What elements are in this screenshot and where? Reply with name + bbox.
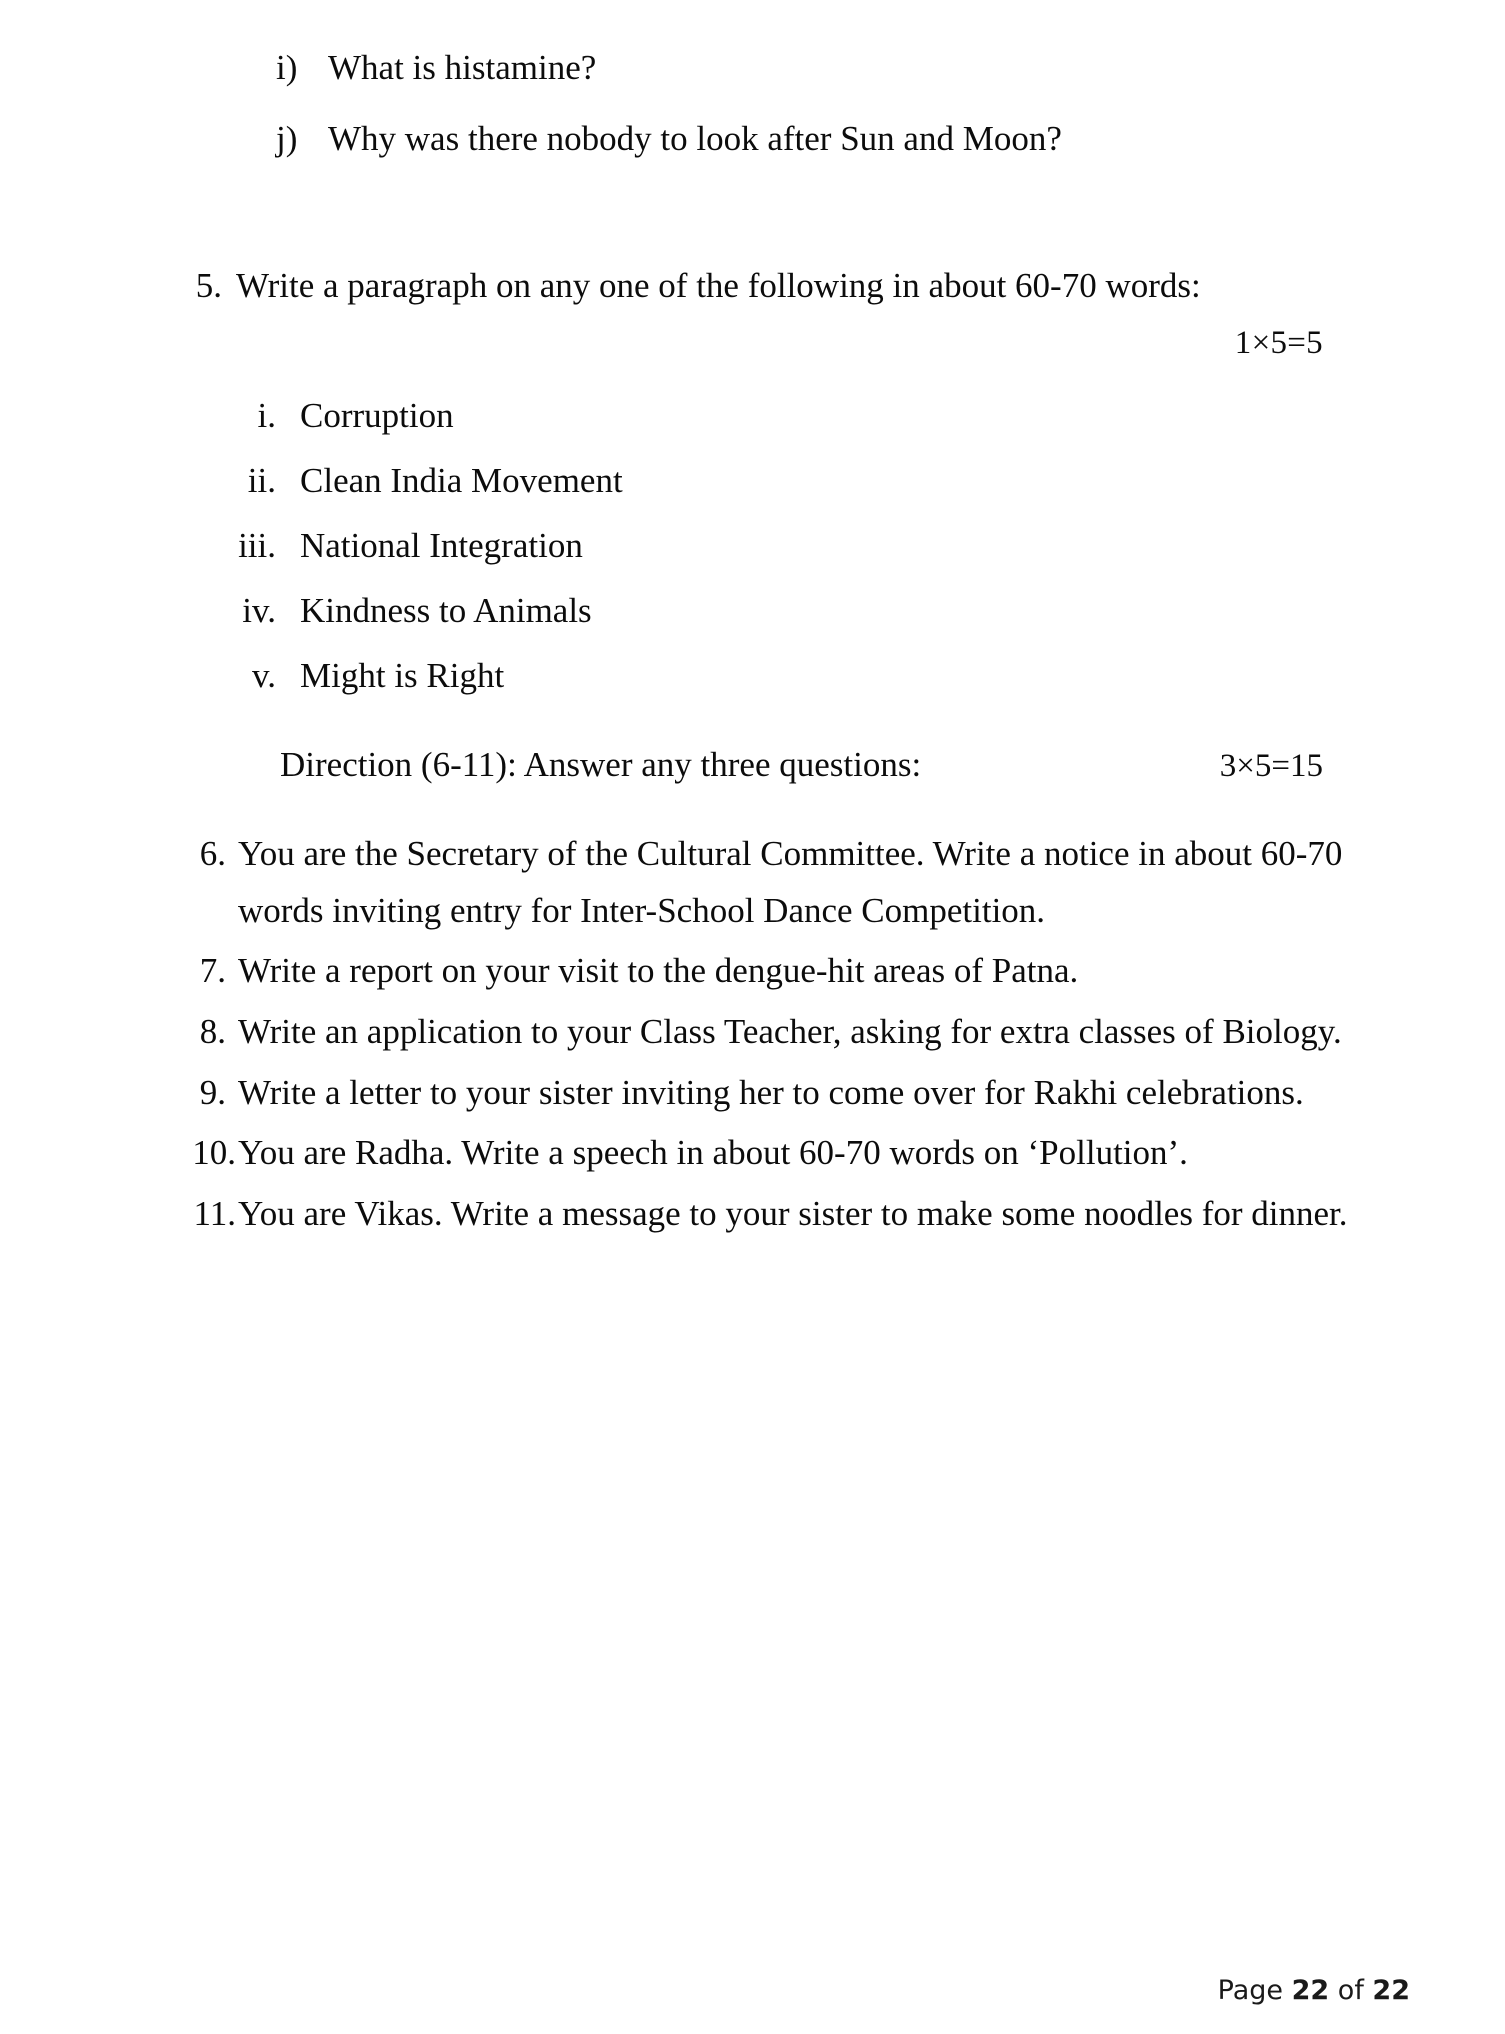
question-5 (184, 258, 1394, 313)
list-item (184, 396, 1184, 461)
question-item (184, 826, 1404, 939)
footer-prefix-label: Page (1217, 1975, 1284, 2006)
question-5-line (184, 258, 1394, 313)
question-item (184, 1004, 1404, 1061)
question-text: Write a letter to your sister inviting her to come over for Rakhi celebrations. (238, 1072, 1304, 1112)
footer-total-pages: 22 (1372, 1975, 1410, 2006)
list-item (184, 591, 1184, 656)
question-text: You are Radha. Write a speech in about 60-70 words on ‘Pollution’. (238, 1133, 1188, 1173)
list-item (184, 656, 1184, 721)
question-item (184, 1125, 1404, 1182)
sub-question-list (276, 46, 1396, 188)
question-5-options (184, 396, 1184, 721)
list-item (184, 461, 1184, 526)
question-number: 7. (199, 951, 226, 991)
option-marker: i. (257, 396, 276, 435)
question-text: Write an application to your Class Teacher, asking for extra classes of Biology. (238, 1012, 1342, 1052)
question-item (184, 1065, 1404, 1122)
option-marker: iii. (238, 526, 276, 565)
list-item (184, 526, 1184, 591)
question-text: You are Vikas. Write a message to your sister to make some noodles for dinner. (238, 1194, 1348, 1234)
footer-current-page: 22 (1291, 1975, 1330, 2006)
footer-middle-label: of (1337, 1975, 1364, 2006)
option-label: Kindness to Animals (300, 591, 592, 630)
option-label: Corruption (300, 396, 454, 435)
page-footer (0, 1975, 1410, 2006)
option-label: Might is Right (300, 656, 505, 695)
question-5-number: 5. (195, 266, 222, 305)
question-5-text: Write a paragraph on any one of the following in about 60-70 words: (236, 266, 1201, 305)
question-number: 11. (193, 1194, 236, 1234)
question-5-marks: 1×5=5 (1234, 325, 1323, 361)
option-marker: ii. (247, 461, 276, 500)
question-number: 9. (199, 1072, 226, 1112)
option-marker: v. (252, 656, 276, 695)
question-text: You are the Secretary of the Cultural Committee. Write a notice in about 60-70 words inviting entry for Inter-School Dance Competition. (238, 834, 1343, 930)
question-number: 6. (199, 834, 226, 873)
sub-question-text: What is histamine? (328, 48, 597, 87)
direction-marks: 3×5=15 (1219, 748, 1323, 784)
list-item (276, 46, 1396, 91)
list-item (276, 117, 1396, 162)
question-item (184, 1186, 1404, 1243)
question-list (184, 826, 1404, 1247)
option-label: Clean India Movement (300, 461, 623, 500)
sub-question-text: Why was there nobody to look after Sun and Moon? (328, 118, 1062, 158)
sub-question-marker: i) (276, 48, 298, 87)
direction-text: Direction (6-11): Answer any three questions: (280, 745, 922, 784)
option-marker: iv. (242, 591, 276, 630)
question-item (184, 943, 1404, 1000)
option-label: National Integration (300, 526, 583, 565)
question-number: 8. (199, 1012, 226, 1052)
sub-question-marker: j) (276, 118, 298, 158)
question-text: Write a report on your visit to the dengue-hit areas of Patna. (238, 951, 1079, 991)
question-number: 10. (192, 1133, 236, 1173)
direction-instruction (280, 745, 1323, 785)
